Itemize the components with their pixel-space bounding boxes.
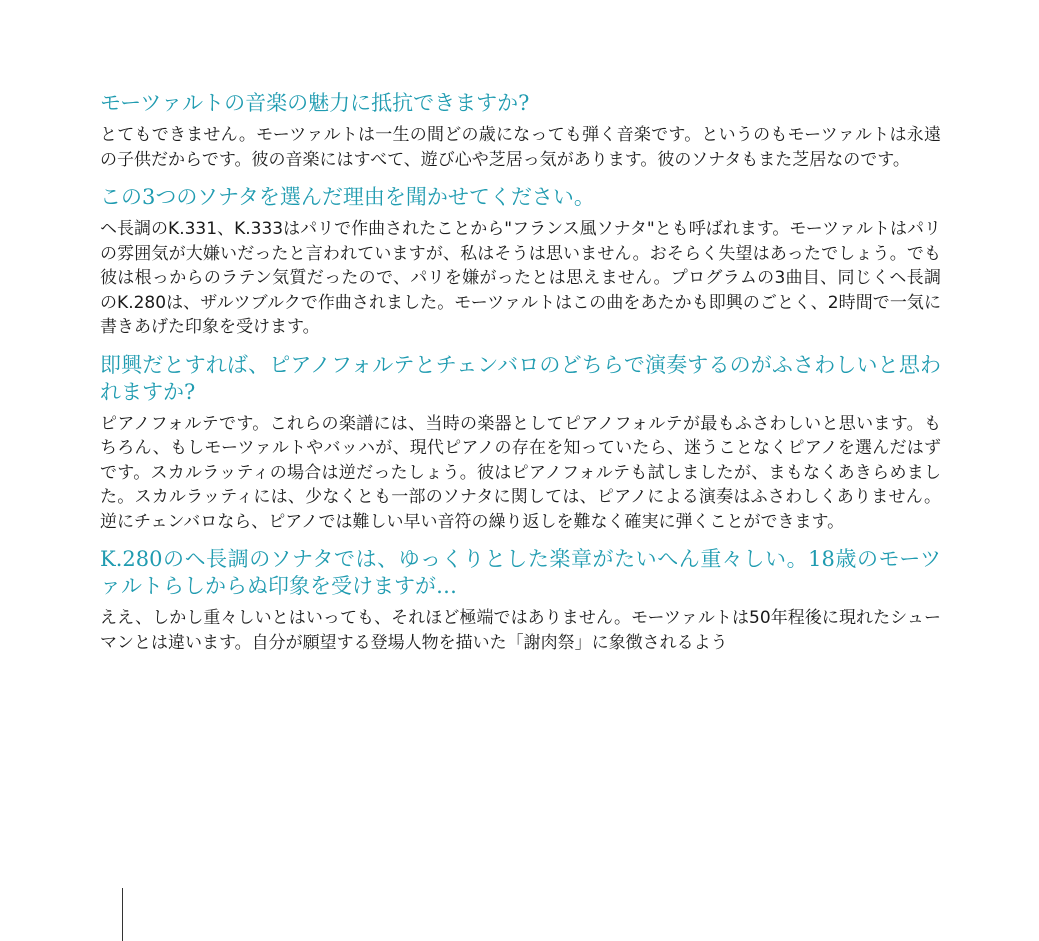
interview-text	[100, 90, 941, 667]
question-3: 即興だとすれば、ピアノフォルテとチェンバロのどちらで演奏するのがふさわしいと思われますか?	[100, 352, 941, 404]
question-4: K.280のヘ長調のソナタでは、ゆっくりとした楽章がたいへん重々しい。18歳のモーツァルトらしからぬ印象を受けますが…	[100, 547, 941, 598]
answer-4: ええ、しかし重々しいとはいっても、それほど極端ではありません。モーツァルトは50年程後に現れたシューマンとは違います。自分が願望する登場人物を描いた「謝肉祭」に象徴されるよう	[100, 608, 941, 653]
answer-3: ピアノフォルテです。これらの楽譜には、当時の楽器としてピアノフォルテが最もふさわしいと思います。もちろん、もしモーツァルトやバッハが、現代ピアノの存在を知っていたら、迷うことなくピアノを選んだはずです。スカルラッティの場合は逆だったしょう。彼はピアノフォルテも試しましたが、まもなくあきらめました。スカルラッティには、少なくとも一部のソナタに関しては、ピアノによる演奏はふさわしくありません。逆にチェンバロなら、ピアノでは難しい早い音符の繰り返しを難なく確実に弾くことができます。	[100, 413, 941, 532]
question-1: モーツァルトの音楽の魅力に抵抗できますか?	[100, 91, 530, 115]
question-2: この3つのソナタを選んだ理由を聞かせてください。	[100, 185, 595, 209]
answer-2: ヘ長調のK.331、K.333はパリで作曲されたことから"フランス風ソナタ"とも呼ばれます。モーツァルトはパリの雰囲気が大嫌いだったと言われていますが、私はそうは思いません。おそらく失望はあったでしょう。でも彼は根っからのラテン気質だったので、パリを嫌がったとは思えません。プログラムの3曲目、同じくヘ長調のK.280は、ザルツブルクで作曲されました。モーツァルトはこの曲をあたかも即興のごとく、2時間で一気に書きあげた印象を受けます。	[100, 219, 941, 337]
margin-rule	[122, 888, 123, 941]
answer-1: とてもできません。モーツァルトは一生の間どの歳になっても弾く音楽です。というのもモーツァルトは永遠の子供だからです。彼の音楽にはすべて、遊び心や芝居っ気があります。彼のソナタもまた芝居なのです。	[100, 125, 941, 170]
